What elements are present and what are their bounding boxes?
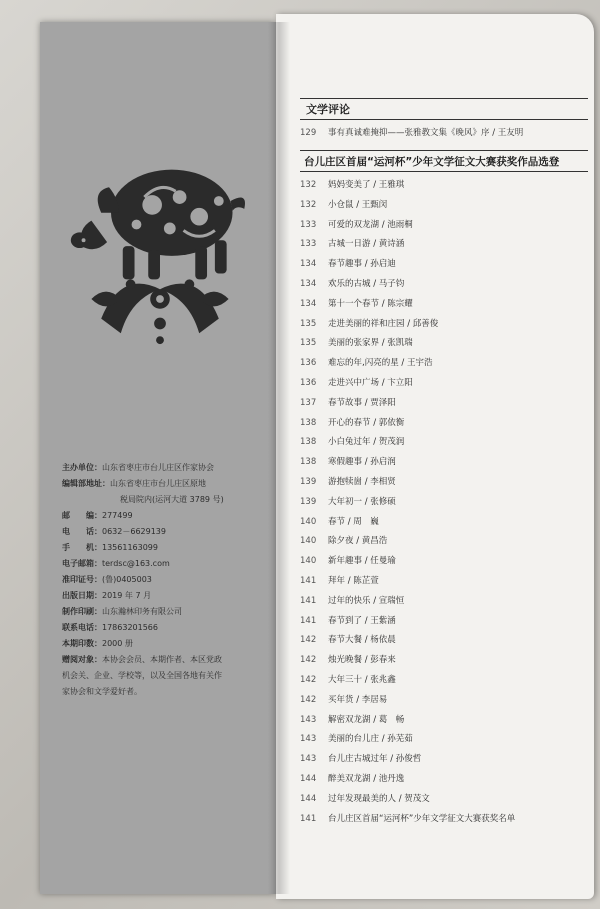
contact-value: 17863201566 xyxy=(102,623,158,632)
toc-entry-text: 过年的快乐 / 宣瑞恒 xyxy=(328,595,405,606)
colophon-copies-row xyxy=(62,636,272,652)
toc-entry-text: 过年发现最美的人 / 贺茂文 xyxy=(328,793,430,804)
copies-label: 本期印数： xyxy=(62,639,102,648)
toc-entry-text: 美丽的张家界 / 张凯瑞 xyxy=(328,338,413,349)
toc-item xyxy=(300,433,588,453)
toc-entry-text: 欢乐的古城 / 马子钧 xyxy=(328,278,405,289)
toc-page-number: 141 xyxy=(300,575,317,586)
colophon-date-row xyxy=(62,588,272,604)
toc-entry-text: 买年货 / 李居易 xyxy=(328,694,388,705)
toc-item xyxy=(300,810,588,830)
toc-page-number: 134 xyxy=(300,278,317,289)
toc-entry-text: 走进兴中广场 / 卞立阳 xyxy=(328,377,413,388)
colophon xyxy=(62,460,272,700)
colophon-email-row xyxy=(62,556,272,572)
toc-page-number: 138 xyxy=(300,437,317,448)
colophon-recipients-row-2 xyxy=(62,668,272,684)
toc-page-number: 144 xyxy=(300,773,317,784)
mobile-label: 手 机： xyxy=(62,543,102,552)
toc-item xyxy=(300,493,588,513)
toc-item xyxy=(300,196,588,216)
toc-item xyxy=(300,711,588,731)
toc-entry-text: 台儿庄区首届“运河杯”少年文学征文大赛获奖名单 xyxy=(328,813,516,824)
toc-page-number: 132 xyxy=(300,180,317,190)
colophon-contact-row xyxy=(62,620,272,636)
toc-list xyxy=(300,176,588,829)
colophon-host-row xyxy=(62,460,272,476)
recipients-value: 本协会会员、本期作者、本区党政 xyxy=(102,655,222,664)
toc-entry-text: 可爱的双龙湖 / 池雨桐 xyxy=(328,219,413,230)
toc-item xyxy=(300,691,588,711)
permit-label: 准印证号： xyxy=(62,575,102,584)
toc-item xyxy=(300,453,588,473)
colophon-printer-row xyxy=(62,604,272,620)
colophon-postcode-row xyxy=(62,508,272,524)
toc-entry-text: 开心的春节 / 郭依衡 xyxy=(328,417,405,428)
toc-page-number: 136 xyxy=(300,377,317,388)
colophon-recipients-row xyxy=(62,652,272,668)
permit-value: (鲁)0405003 xyxy=(102,575,152,584)
toc-page-number: 133 xyxy=(300,239,317,250)
colophon-mobile-row xyxy=(62,540,272,556)
recipients-value-3: 家协会和文学爱好者。 xyxy=(62,687,142,696)
toc-item xyxy=(300,275,588,295)
toc-entry-text: 小仓鼠 / 王甄闵 xyxy=(328,199,388,210)
toc-item xyxy=(300,473,588,493)
toc-entry-text: 事有真诚难掩抑——张雅教文集《晚风》序 / 王友明 xyxy=(328,128,524,138)
toc-entry-text: 走进美丽的祥和庄园 / 邱善俊 xyxy=(328,318,439,329)
toc-entry-text: 大年初一 / 张修硕 xyxy=(328,496,396,507)
toc-item xyxy=(300,334,588,354)
toc-entry-text: 除夕夜 / 黄昌浩 xyxy=(328,536,388,547)
toc-entry-text: 游抱犊崮 / 李相贤 xyxy=(328,476,396,487)
toc-page-number: 133 xyxy=(300,219,317,230)
toc-page-number: 138 xyxy=(300,417,317,428)
toc-entry-text: 春节大餐 / 杨依晨 xyxy=(328,635,396,646)
phone-value: 0632－6629139 xyxy=(102,527,166,536)
toc-page-number: 141 xyxy=(300,595,317,606)
editorial-value: 山东省枣庄市台儿庄区原地 xyxy=(110,479,206,488)
toc-entry-text: 烛光晚餐 / 彭春来 xyxy=(328,655,396,666)
toc-page-number: 143 xyxy=(300,734,317,745)
toc-entry-text: 寒假趣事 / 孙启润 xyxy=(328,457,396,468)
toc-entry-text: 难忘的年,闪亮的星 / 王宇浩 xyxy=(328,358,433,369)
toc-item xyxy=(300,671,588,691)
toc-item xyxy=(300,790,588,810)
date-value: 2019 年 7 月 xyxy=(102,591,152,600)
postcode-value: 277499 xyxy=(102,511,133,520)
toc-item xyxy=(300,176,588,196)
toc-page-number: 141 xyxy=(300,813,317,824)
toc-item xyxy=(300,374,588,394)
toc-page-number: 142 xyxy=(300,694,317,705)
colophon-recipients-row-3 xyxy=(62,684,272,700)
colophon-phone-row xyxy=(62,524,272,540)
colophon-editorial-row xyxy=(62,476,272,492)
printer-value: 山东瀚林印务有限公司 xyxy=(102,607,182,616)
toc-page-number: 142 xyxy=(300,674,317,685)
book-spine-shadow xyxy=(268,22,290,894)
toc-item xyxy=(300,612,588,632)
toc-item xyxy=(300,770,588,790)
date-label: 出版日期： xyxy=(62,591,102,600)
toc-page-number: 140 xyxy=(300,536,317,547)
postcode-label: 邮 编： xyxy=(62,511,102,520)
toc-item xyxy=(300,414,588,434)
contact-label: 联系电话： xyxy=(62,623,102,632)
section-title-competition-works: 台儿庄区首届“运河杯”少年文学征文大赛获奖作品选登 xyxy=(300,150,588,172)
email-label: 电子邮箱： xyxy=(62,559,102,568)
toc-item xyxy=(300,255,588,275)
toc-entry-text: 古城一日游 / 黄诗涵 xyxy=(328,239,405,250)
toc-item xyxy=(300,216,588,236)
toc-entry-text: 大年三十 / 张兆鑫 xyxy=(328,674,396,685)
papercut-pig-illustration xyxy=(62,152,258,348)
toc-entry-text: 春节到了 / 王紫涵 xyxy=(328,615,396,626)
toc-item xyxy=(300,295,588,315)
toc-entry-text: 春节 / 周 巍 xyxy=(328,516,379,527)
toc-page-number: 142 xyxy=(300,635,317,646)
toc-entry-text: 春节故事 / 贾泽阳 xyxy=(328,397,396,408)
toc-entry-text: 春节趣事 / 孙启迪 xyxy=(328,259,396,270)
toc-entry-text: 解密双龙湖 / 葛 畅 xyxy=(328,714,405,725)
toc-page-number: 132 xyxy=(300,199,317,210)
toc-page-number: 140 xyxy=(300,516,317,527)
toc-entry-text: 第十一个春节 / 陈宗耀 xyxy=(328,298,413,309)
copies-value: 2000 册 xyxy=(102,639,133,648)
section-title-literary-criticism: 文学评论 xyxy=(300,98,588,120)
printer-label: 制作印刷： xyxy=(62,607,102,616)
recipients-label: 赠阅对象： xyxy=(62,655,102,664)
toc-item xyxy=(300,394,588,414)
editorial-value-2: 税局院内(运河大道 3789 号) xyxy=(120,495,224,504)
phone-label: 电 话： xyxy=(62,527,102,536)
toc-page-number: 139 xyxy=(300,496,317,507)
toc-item xyxy=(300,730,588,750)
toc-item xyxy=(300,552,588,572)
toc-page-number: 144 xyxy=(300,793,317,804)
toc-item xyxy=(300,315,588,335)
toc-entry-text: 美丽的台儿庄 / 孙芜茹 xyxy=(328,734,413,745)
toc-page-number: 138 xyxy=(300,457,317,468)
toc-item xyxy=(300,532,588,552)
host-label: 主办单位： xyxy=(62,463,102,472)
toc-entry-text: 新年趣事 / 任曼瑜 xyxy=(328,556,396,567)
toc-page-number: 142 xyxy=(300,655,317,666)
toc-item xyxy=(300,572,588,592)
toc-entry-text: 台儿庄古城过年 / 孙俊哲 xyxy=(328,754,422,765)
toc-item xyxy=(300,592,588,612)
toc-page-number: 137 xyxy=(300,397,317,408)
toc-item xyxy=(300,631,588,651)
colophon-editorial-row-2 xyxy=(62,492,272,508)
toc-page-number: 134 xyxy=(300,259,317,270)
toc-entry-criticism xyxy=(300,126,523,138)
toc-item xyxy=(300,651,588,671)
toc-item xyxy=(300,235,588,255)
host-value: 山东省枣庄市台儿庄区作家协会 xyxy=(102,463,214,472)
mobile-value: 13561163099 xyxy=(102,543,158,552)
toc-page-number: 134 xyxy=(300,298,317,309)
toc-item xyxy=(300,750,588,770)
editorial-label: 编辑部地址： xyxy=(62,479,110,488)
recipients-value-2: 机会关、企业、学校等，以及全国各地有关作 xyxy=(62,671,222,680)
toc-page-number: 143 xyxy=(300,714,317,725)
toc-page-number: 135 xyxy=(300,338,317,349)
colophon-permit-row xyxy=(62,572,272,588)
toc-entry-text: 醉美双龙湖 / 池丹逸 xyxy=(328,773,405,784)
toc-item xyxy=(300,354,588,374)
toc-entry-text: 小白兔过年 / 贺茂润 xyxy=(328,437,405,448)
toc-page-number: 135 xyxy=(300,318,317,329)
toc-page-number: 140 xyxy=(300,556,317,567)
toc-page-number: 129 xyxy=(300,128,317,138)
toc-page-number: 143 xyxy=(300,754,317,765)
toc-entry-text: 拜年 / 陈芷萱 xyxy=(328,575,379,586)
toc-item xyxy=(300,513,588,533)
toc-page-number: 141 xyxy=(300,615,317,626)
toc-page-number: 136 xyxy=(300,358,317,369)
toc-page-number: 139 xyxy=(300,476,317,487)
email-value: terdsc@163.com xyxy=(102,559,170,568)
toc-entry-text: 妈妈变美了 / 王雅琪 xyxy=(328,180,405,190)
